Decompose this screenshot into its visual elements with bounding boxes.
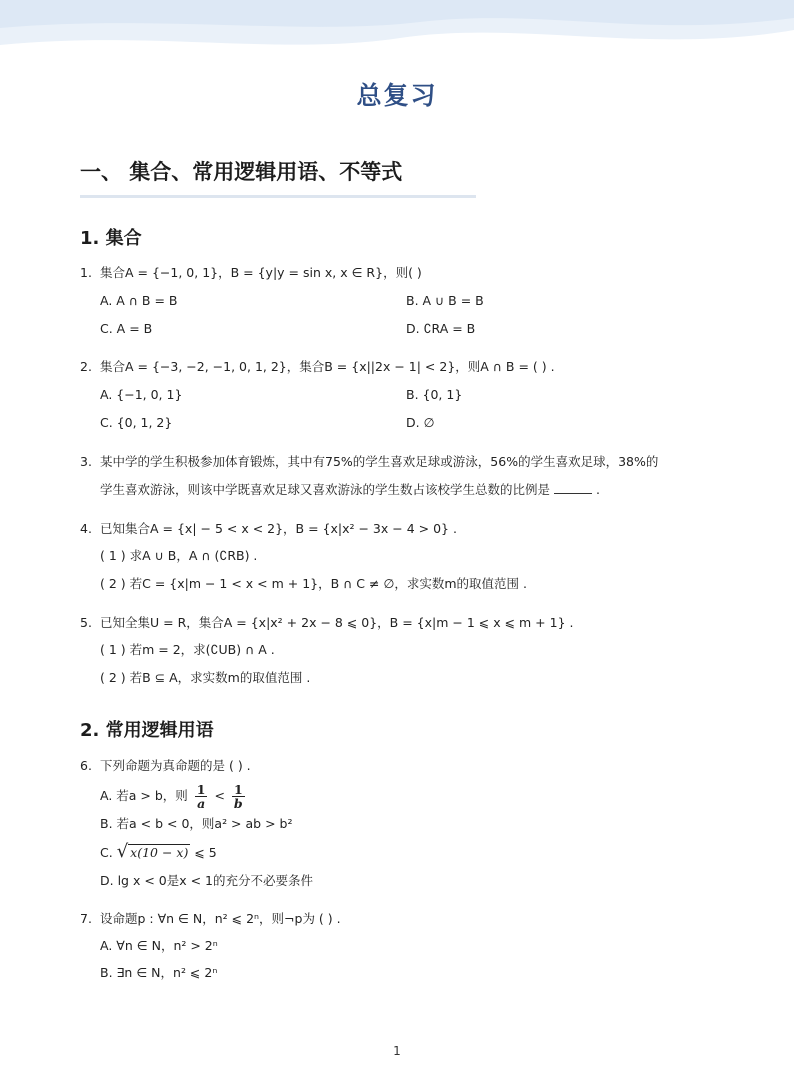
q2-stem: 集合A = {−3, −2, −1, 0, 1, 2}，集合B = {x||2x − 1| < 2}，则A ∩ B = ( ) . (100, 359, 555, 374)
q3-line-1: 某中学的学生积极参加体育锻炼，其中有75%的学生喜欢足球或游泳，56%的学生喜欢足球，38%的 (100, 454, 659, 469)
q6-option-d: D. lg x < 0是x < 1的充分不必要条件 (100, 873, 313, 888)
q4-part-1: ( 1 ) 求A ∪ B，A ∩ (∁RB) . (100, 548, 258, 563)
q1-option-c: C. A = B (100, 321, 153, 336)
q6-option-c-rhs: ⩽ 5 (194, 845, 217, 860)
q5-part-1: ( 1 ) 若m = 2，求(∁UB) ∩ A . (100, 642, 275, 657)
less-than-sign: < (214, 788, 225, 803)
q7-option-b: B. ∃n ∈ N，n² ⩽ 2ⁿ (100, 965, 218, 980)
q2-option-b: B. {0, 1} (406, 387, 463, 402)
q3-number: 3. (80, 454, 92, 469)
q3-line-2-end: . (596, 482, 600, 497)
q1-option-b: B. A ∪ B = B (406, 293, 484, 308)
sqrt-radicand: x(10 − x) (130, 845, 189, 860)
q2-number: 2. (80, 359, 92, 374)
q4-stem: 已知集合A = {x| − 5 < x < 2}，B = {x|x² − 3x − 4 > 0} . (100, 521, 457, 536)
document-title: 总复习 (356, 81, 438, 110)
subsection-heading-sets: 1. 集合 (80, 228, 142, 249)
q5-stem: 已知全集U = R，集合A = {x|x² + 2x − 8 ⩽ 0}，B = {x|m − 1 ⩽ x ⩽ m + 1} . (100, 615, 574, 630)
sqrt-icon: √ (116, 841, 129, 862)
q6-stem: 下列命题为真命题的是 ( ) . (100, 758, 251, 773)
q1-option-d: D. ∁RA = B (406, 321, 476, 336)
q5-number: 5. (80, 615, 92, 630)
fraction-1-over-b (232, 783, 245, 810)
fraction-1-over-a (195, 783, 208, 810)
q1-number: 1. (80, 265, 92, 280)
q3-line-2-text: 学生喜欢游泳，则该中学既喜欢足球又喜欢游泳的学生数占该校学生总数的比例是 (100, 482, 551, 497)
fraction-numerator: 1 (233, 782, 243, 797)
q3-line-2 (100, 481, 600, 499)
page-number: 1 (393, 1044, 401, 1058)
q4-number: 4. (80, 521, 92, 536)
q7-stem: 设命题p : ∀n ∈ N，n² ⩽ 2ⁿ，则¬p为 ( ) . (100, 911, 341, 926)
q6-option-a-text: A. 若a > b，则 (100, 788, 188, 803)
q6-option-c (100, 843, 217, 862)
q6-option-c-label: C. (100, 845, 113, 860)
q2-option-d: D. ∅ (406, 415, 435, 430)
q7-option-a: A. ∀n ∈ N，n² > 2ⁿ (100, 938, 218, 953)
q6-option-b: B. 若a < b < 0，则a² > ab > b² (100, 816, 293, 831)
fraction-numerator: 1 (196, 782, 206, 797)
q2-option-a: A. {−1, 0, 1} (100, 387, 183, 402)
q1-stem: 集合A = {−1, 0, 1}，B = {y|y = sin x, x ∈ R}，则( ) (100, 265, 422, 280)
section-heading-1: 一、 集合、常用逻辑用语、不等式 (80, 160, 403, 184)
answer-blank (554, 481, 592, 494)
q6-number: 6. (80, 758, 92, 773)
q7-number: 7. (80, 911, 92, 926)
q1-option-a: A. A ∩ B = B (100, 293, 178, 308)
subsection-heading-logic: 2. 常用逻辑用语 (80, 720, 214, 741)
fraction-denominator: a (197, 796, 206, 811)
q5-part-2: ( 2 ) 若B ⊆ A，求实数m的取值范围 . (100, 670, 311, 685)
section-divider (80, 195, 476, 198)
q2-option-c: C. {0, 1, 2} (100, 415, 173, 430)
header-wave-decoration (0, 0, 794, 70)
q6-option-a (100, 777, 248, 815)
q4-part-2: ( 2 ) 若C = {x|m − 1 < x < m + 1}，B ∩ C ≠ ∅，求实数m的取值范围 . (100, 576, 527, 591)
fraction-denominator: b (233, 796, 243, 811)
